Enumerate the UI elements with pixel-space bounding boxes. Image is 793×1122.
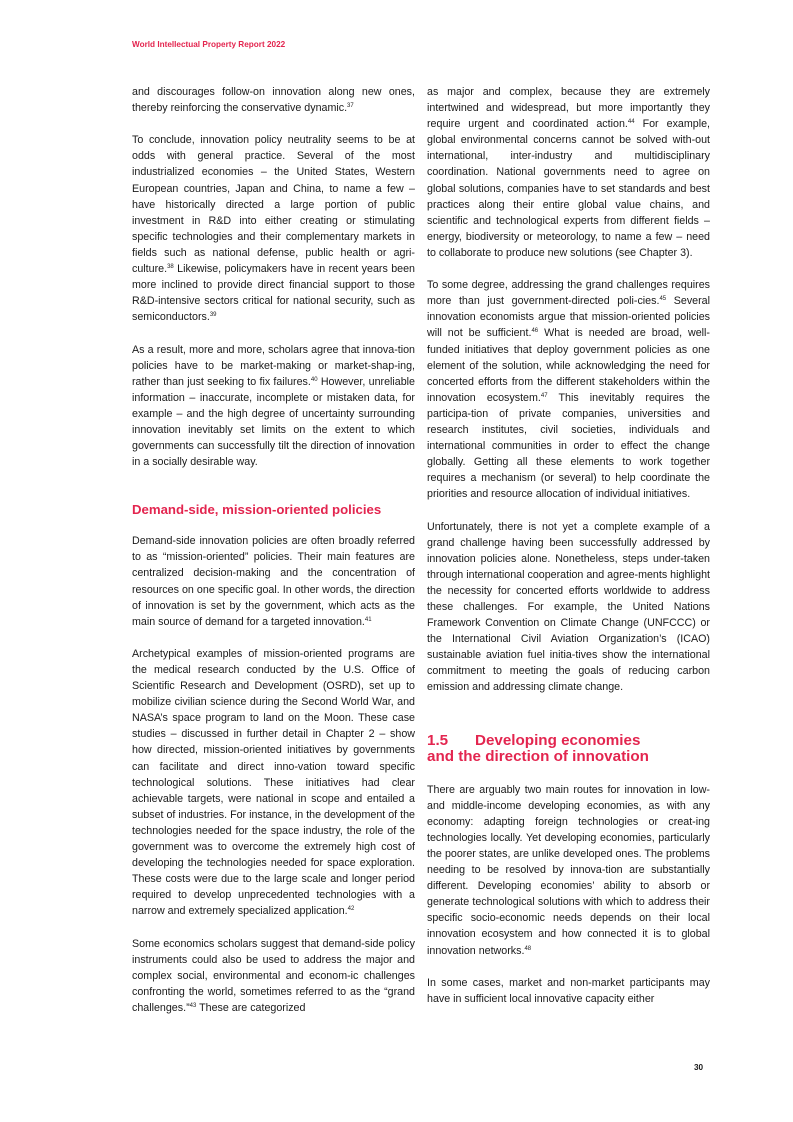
section-heading xyxy=(427,733,710,766)
section-number: 1.5 xyxy=(427,731,449,749)
right-column xyxy=(427,84,710,1023)
footnote-ref[interactable]: 37 xyxy=(347,103,354,110)
paragraph: To some degree, addressing the grand challenges requires more than just government-directed poli-cies.$^{45}$ Several innovation economists argue that mission-oriented policies will not be sufficient.$^{46}$ What is needed are broad, well-funded initiatives that deploy government policies as one element of the solution, while acknowledging the need for concerted efforts from the different stakeholders within the innovation ecosystem.$^{47}$ This inevitably requires the participa-tion of private companies, universities and research institutes, civil societies, individuals and international communities in order to effect the change globally. Getting all these elements to work together requires a mechanism (or several) to help coordinate the priorities and resource allocation of individual initiatives. xyxy=(427,279,710,501)
left-column xyxy=(132,84,415,1032)
footnote-ref[interactable]: 46 xyxy=(531,328,539,335)
running-title: World Intellectual Property Report 2022 xyxy=(132,40,286,49)
paragraph: There are arguably two main routes for innovation in low- and middle-income developing economies, as with any economy: adapting foreign technologies or creat-ing technologies locally. Yet developing economies, particularly the poorer states, are unlike developed ones. The problems needing to be resolved by innova-tion are substantially different. Developing economies’ ability to absorb or generate technological solutions with which to address their specific socio-economic needs depends on their local innovation ecosystem and how connected it is to global innovation networks.$^{48}$ xyxy=(427,783,710,957)
section-title-line1: Developing economies xyxy=(475,731,641,749)
subsection-heading: Demand-side, mission-oriented policies xyxy=(132,502,382,518)
paragraph: Archetypical examples of mission-oriented programs are the medical research conducted by the U.S. Office of Scientific Research and Development (OSRD), set up to mobilize civilian science during the Second World War, and NASA’s space program to land on the Moon. These case studies – discussed in further detail in Chapter 2 – show how directed, mission-oriented initiatives by governments can facilitate and direct inno-vation toward specific technological solutions. These initiatives had clear achievable targets, were national in scope and entailed a subset of industries. For instance, in the development of the technologies needed for the space industry, the role of the government was to overcome the extremely high cost of developing the technologies needed for space exploration. These costs were due to the large scale and longer period required to develop unprecedented technologies with a narrow and extremely specialized application.$^{42}$ xyxy=(132,647,415,918)
footnote-ref[interactable]: 40 xyxy=(310,376,318,383)
footnote-ref[interactable]: 42 xyxy=(347,906,355,913)
footnote-ref[interactable]: 47 xyxy=(540,392,548,399)
footnote-ref[interactable]: 48 xyxy=(524,945,532,952)
paragraph: In some cases, market and non-market participants may have in sufficient local innovative capacity either xyxy=(427,976,710,1005)
footnote-ref[interactable]: 45 xyxy=(659,296,667,303)
section-title-line2: and the direction of innovation xyxy=(427,748,649,766)
paragraph: To conclude, innovation policy neutrality seems to be at odds with general practice. Several of the most industrialized economies – the United States, Western European countries, Japan and China, to name a few – have historically directed a large portion of public investment in R&D into either creating or stimulating specific technologies and their complementary markets in fields such as national defense, public health or agri-culture.$^{38}$ Likewise, policymakers have in recent years been more inclined to provide direct financial support to those R&D-intensive sectors critical for national security, such as semiconductors.$^{39}$ xyxy=(132,134,415,324)
paragraph: Unfortunately, there is not yet a complete example of a grand challenge having been successfully addressed by innovation policies alone. Nonetheless, steps under-taken through international cooperation and agree-ments highlight the necessity for concerted efforts worldwide to address these challenges. For example, the United Nations Framework Convention on Climate Change (UNFCCC) or the International Civil Aviation Organization’s (ICAO) sustainable aviation fuel initia-tives show the international commitment to meeting the goals of reducing carbon emission and addressing climate change. xyxy=(427,520,710,694)
footnote-ref[interactable]: 41 xyxy=(364,616,372,623)
paragraph: Some economics scholars suggest that demand-side policy instruments could also be used to address the major and complex social, environmental and econom-ic challenges confronting the world, sometimes referred to as the “grand challenges.”$^{43}$ These are categorized xyxy=(132,937,415,1014)
footnote-ref[interactable]: 43 xyxy=(189,1002,197,1009)
paragraph: and discourages follow-on innovation along new ones, thereby reinforcing the conservative dynamic.$^{37}$ xyxy=(132,86,415,115)
page-number: 30 xyxy=(694,1063,704,1072)
paragraph: Demand-side innovation policies are often broadly referred to as “mission-oriented” policies. Their main features are centralized decision-making and the concentration of resources on one specific goal. In other words, the direction of innovation is set by the government, which acts as the main source of demand for a targeted innovation.$^{41}$ xyxy=(132,535,415,628)
footnote-ref[interactable]: 38 xyxy=(167,264,174,271)
paragraph: As a result, more and more, scholars agree that innova-tion policies have to be market-making or market-shap-ing, rather than just seeking to fix failures.$^{40}$ However, unreliable information – inaccurate, incomplete or mistaken data, for example – and the high degree of uncertainty surrounding innovation inevitably set limits on the extent to which governments can successfully tilt the direction of innovation in a socially desirable way. xyxy=(132,343,415,469)
footnote-ref[interactable]: 39 xyxy=(209,312,217,319)
footnote-ref[interactable]: 44 xyxy=(627,119,635,126)
paragraph: as major and complex, because they are extremely intertwined and widespread, but more importantly they require urgent and coordinated action.$^{44}$ For example, global environmental concerns cannot be solved with-out international, inter-industry and multidisciplinary coordination. National governments need to agree on global solutions, companies have to set standards and best practices along their entire global value chains, and scientific and technological experts from different fields – energy, biodiversity or meteorology, to name a few – need to collaborate to produce new solutions (see Chapter 3). xyxy=(427,86,710,259)
